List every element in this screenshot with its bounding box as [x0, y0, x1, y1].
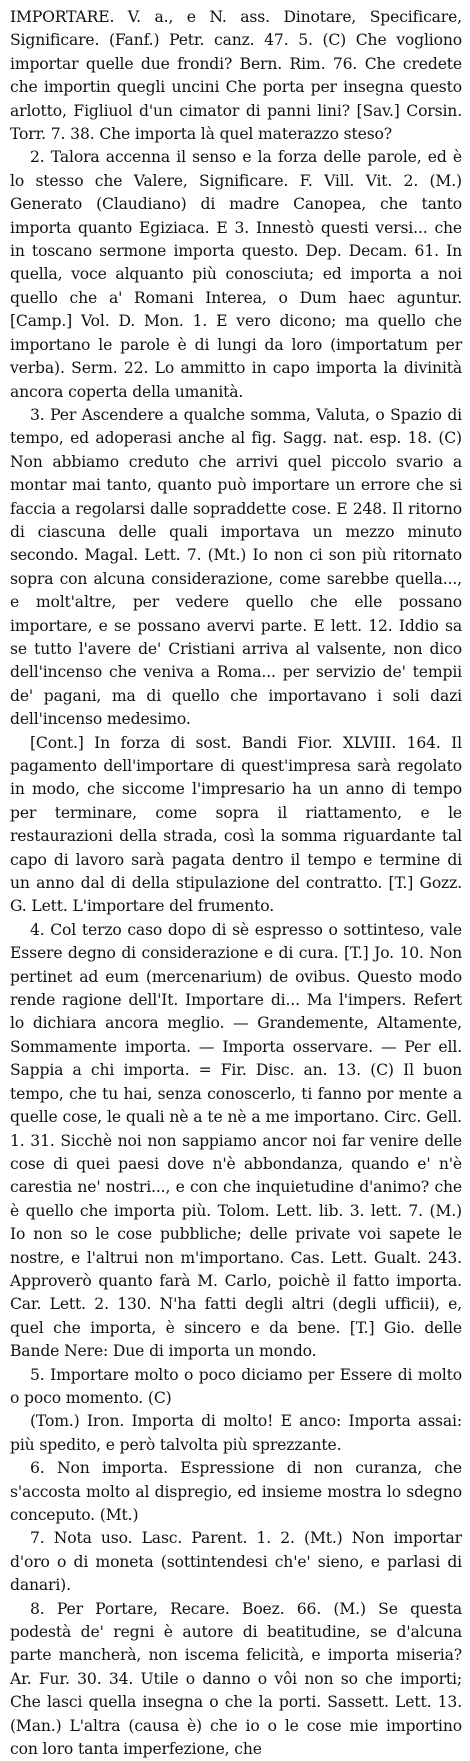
- entry-sense-7: 7. Nota uso. Lasc. Parent. 1. 2. (Mt.) Non importar d'oro o di moneta (sottintendesi ch'e' sieno, e parlasi di danari).: [10, 1529, 462, 1595]
- entry-sense-4: 4. Col terzo caso dopo di sè espresso o sottinteso, vale Essere degno di considerazione e di cura. [T.] Jo. 10. Non pertinet ad eum (mercenarium) de ovibus. Questo modo rende ragione dell'It. Importare di... Ma l'impers. Refert lo dichiara ancora meglio. — Grandemente, Altamente, Sommamente importa. — Importa osservare. — Per ell. Sappia a chi importa. = Fir. Disc. an. 13. (C) Il buon tempo, che tu hai, senza conoscerlo, ti fanno por mente a quelle cose, le quali nè a te nè a me importano. Circ. Gell. 1. 31. Sicchè noi non sappiamo ancor noi far venire delle cose di quei paesi dove n'è abbondanza, quando e' n'è carestia ne' nostri..., e con che inquietudine d'animo? che è quello che importa più. Tolom. Lett. lib. 3. lett. 7. (M.) Io non so le cose pubbliche; delle private voi sapete le nostre, e l'altrui non m'importano. Cas. Lett. Gualt. 243. Approverò quanto farà M. Carlo, poichè il fatto importa. Car. Lett. 2. 130. N'ha fatti degli altri (degli ufficii), e, quel che importa, è sincero e da bene. [T.] Gio. delle Bande Nere: Due di importa un mondo.: [10, 920, 462, 1361]
- entry-substantive-use: [Cont.] In forza di sost. Bandi Fior. XLVIII. 164. Il pagamento dell'importare di quest'impresa sarà regolato in modo, che siccome l'impresario ha un anno di tempo per terminare, come sopra il riattamento, e le restaurazioni della strada, così la somma riguardante tal capo di lavoro sarà pagata dentro il tempo e termine di un anno dal di della stipulazione del contratto. [T.] Gozz. G. Lett. L'importare del frumento.: [10, 733, 462, 916]
- entry-sense-2: 2. Talora accenna il senso e la forza delle parole, ed è lo stesso che Valere, Significare. F. Vill. Vit. 2. (M.) Generato (Claudiano) di madre Canopea, che tanto importa quanto Egiziaca. E 3. Innestò questi versi... che in toscano sermone importa questo. Dep. Decam. 61. In quella, voce alquanto più conosciuta; ed importa a noi quello che a' Romani Interea, o Dum haec aguntur. [Camp.] Vol. D. Mon. 1. E vero dicono; ma quello che importano le parole è di lungi da loro (importatum per verba). Serm. 22. Lo ammitto in capo importa la divinità ancora coperta della umanità.: [10, 148, 462, 401]
- entry-sense-8: 8. Per Portare, Recare. Boez. 66. (M.) Se questa podestà de' regni è autore di beatitudine, se d'alcuna parte mancherà, non iscema felicità, e importa miseria? Ar. Fur. 30. 34. Utile o danno o vôi non so che importi; Che lasci quella insegna o che la porti. Sassett. Lett. 13. (Man.) L'altra (causa è) che io o le cose mie importino con loro tanta imperfezione, che: [10, 1599, 462, 1759]
- entry-sense-3: 3. Per Ascendere a qualche somma, Valuta, o Spazio di tempo, ed adoperasi anche al fig. Sagg. nat. esp. 18. (C) Non abbiamo creduto che arrivi quel piccolo svario a montar mai tanto, quanto può importare un errore che si faccia a regolarsi dalle sopraddette cose. E 248. Il ritorno di ciascuna delle quali importava un mezzo minuto secondo. Magal. Lett. 7. (Mt.) Io non ci son più ritornato sopra con alcuna considerazione, come sarebbe quella..., e molt'altre, per vedere quello che elle possano importare, e se possano avervi parte. E lett. 12. Iddio sa se tutto l'avere de' Cristiani arriva al valsente, non dico dell'incenso che veniva a Roma... per servizio de' tempii de' pagani, ma di quello che importavano i soli dazi dell'incenso medesimo.: [10, 405, 462, 729]
- entry-sense-6: 6. Non importa. Espressione di non curanza, che s'accosta molto al dispregio, ed insieme mostra lo sdegno conceputo. (Mt.): [10, 1459, 462, 1524]
- entry-sense-5-note: (Tom.) Iron. Importa di molto! E anco: Importa assai: più spedito, e però talvolta più sprezzante.: [10, 1412, 462, 1454]
- entry-sense-5: 5. Importare molto o poco diciamo per Essere di molto o poco momento. (C): [10, 1365, 462, 1407]
- entry-headword-paragraph: IMPORTARE. V. a., e N. ass. Dinotare, Specificare, Significare. (Fanf.) Petr. canz. 47. 5. (C) Che vogliono importar quelle due frondi? Bern. Rim. 76. Che credete che importin quegli uncini Che porta per insegna questo arlotto, Figliuol d'un cimator di panni lini? [Sav.] Corsin. Torr. 7. 38. Che importa là quel materazzo steso?: [10, 8, 462, 144]
